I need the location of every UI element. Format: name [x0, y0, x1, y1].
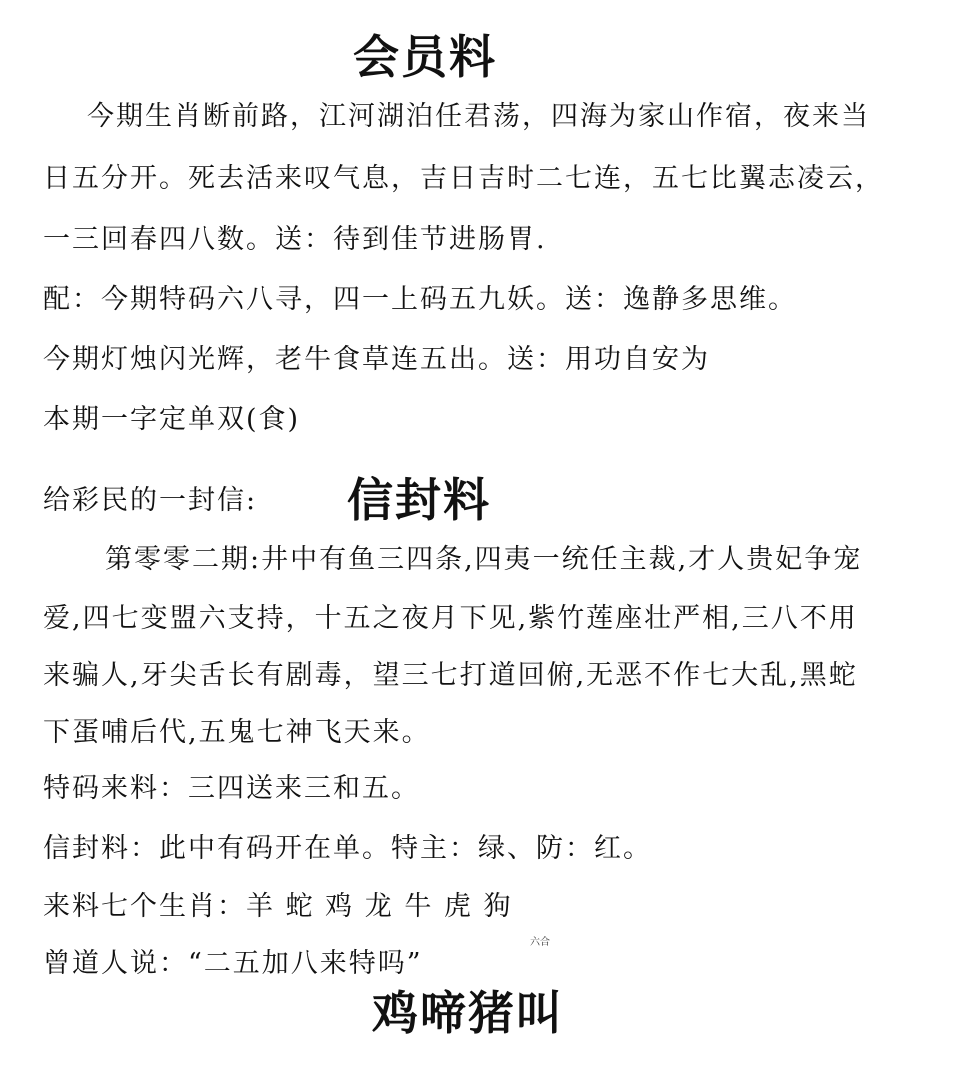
text-line: 本期一字定单双(食) — [43, 404, 301, 435]
text-line: 配：今期特码六八寻，四一上码五九妖。送：逸静多思维。 — [43, 284, 797, 315]
title-member-material: 会员料 — [353, 30, 497, 84]
text-line: 特码来料：三四送来三和五。 — [43, 773, 420, 804]
text-line: 一三回春四八数。送：待到佳节进肠胃. — [43, 224, 547, 255]
text-line: 今期灯烛闪光辉，老牛食草连五出。送：用功自安为 — [43, 344, 710, 375]
faint-mark: 六合 — [530, 937, 550, 948]
text-line: 爱,四七变盟六支持，十五之夜月下见,紫竹莲座壮严相,三八不用 — [43, 603, 858, 634]
letter-intro: 给彩民的一封信: — [43, 485, 258, 516]
text-line: 下蛋哺后代,五鬼七神飞天来。 — [43, 717, 431, 748]
text-line: 日五分开。死去活来叹气息，吉日吉时二七连，五七比翼志凌云， — [43, 163, 884, 194]
text-line: 信封料：此中有码开在单。特主：绿、防：红。 — [43, 833, 652, 864]
title-rooster-pig: 鸡啼猪叫 — [372, 986, 564, 1040]
text-line: 来骗人,牙尖舌长有剧毒，望三七打道回俯,无恶不作七大乱,黑蛇 — [43, 660, 858, 691]
text-line: 来料七个生肖：羊 蛇 鸡 龙 牛 虎 狗 — [43, 891, 513, 922]
text-line: 今期生肖断前路，江河湖泊任君荡，四海为家山作宿，夜来当 — [87, 101, 870, 132]
text-line: 第零零二期:井中有鱼三四条,四夷一统任主裁,才人贵妃争宠 — [105, 544, 863, 575]
text-line: 曾道人说：“二五加八来特吗” — [43, 948, 423, 979]
title-envelope-material: 信封料 — [347, 473, 491, 527]
